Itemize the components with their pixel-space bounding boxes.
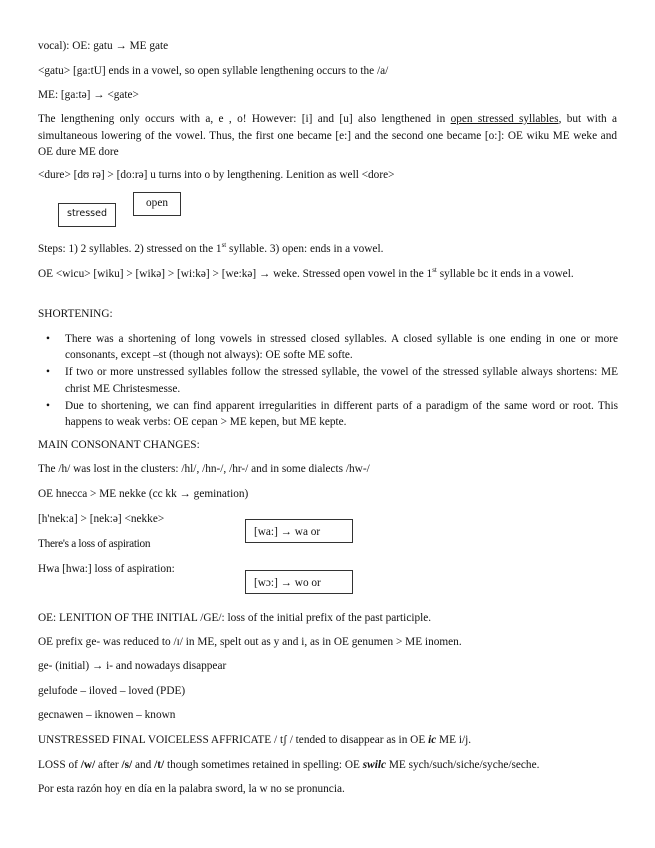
text-line: OE prefix ge- was reduced to /ɪ/ in ME, spelt out as y and i, as in OE genumen > ME inomen. [38,636,462,648]
text-span: UNSTRESSED FINAL VOICELESS AFFRICATE / tʃ / tended to disappear as in OE [38,734,429,746]
emphasis: /t/ [154,759,165,771]
text-span: syllable bc it ends in a vowel. [436,268,574,280]
text-line: gecnawen – iknowen – known [38,709,176,721]
emphasis: swilc [362,759,387,771]
list-item [46,364,618,396]
bullet-icon: • [46,333,50,345]
text-line: <dure> [dʊ rə] > [do:rə] u turns into o by lengthening. Lenition as well <dore> [38,169,395,181]
text-span: ME i/j. [436,734,472,746]
list-item-text: There was a shortening of long vowels in stressed closed syllables. A closed syllable is one ending in one or more consonants, except –st (though not always): OE softe ME softe. [65,333,618,362]
wa-box: [wa:] → wa or [245,519,353,543]
steps-line [38,242,618,257]
lengthening-paragraph [38,111,617,161]
text-line: The /h/ was lost in the clusters: /hl/, /hn-/, /hr-/ and in some dialects /hw-/ [38,463,370,475]
underlined-term: open stressed syllables [450,113,559,125]
text-line: Hwa [hwa:] loss of aspiration: [38,563,175,575]
text-span: syllable. 3) open: ends in a vowel. [226,243,384,255]
text-line: ge- (initial) → i- and nowadays disappear [38,660,227,672]
section-heading: MAIN CONSONANT CHANGES: [38,439,200,451]
superscript: st [221,241,227,250]
text-span: ME sych/such/siche/syche/seche. [386,759,540,771]
text-line: [h'nek:a] > [nek:ə] <nekke> [38,513,165,525]
text-span: The lengthening only occurs with a, e , o! However: [i] and [u] also lengthened in [38,113,451,125]
text-span: though sometimes retained in spelling: OE [164,759,363,771]
superscript: st [432,266,437,275]
text-span: after [95,759,122,771]
text-line: vocal): OE: gatu → ME gate [38,40,169,52]
emphasis: /w/ [80,759,96,771]
stressed-box: stressed [58,203,116,227]
emphasis: ic [428,734,437,746]
text-line: ME: [ga:tə] → <gate> [38,89,139,101]
text-line: gelufode – iloved – loved (PDE) [38,685,186,697]
emphasis: /s/ [121,759,133,771]
list-item-text: Due to shortening, we can find apparent irregularities in different parts of a paradigm of the same word or root. This happens to weak verbs: OE cepan > ME kepen, but ME kepte. [65,399,618,429]
shortening-list [46,331,618,431]
text-line [38,733,618,748]
text-line [38,758,618,773]
text-line: There's a loss of aspiration [38,538,151,550]
text-line: Por esta razón hoy en día en la palabra sword, la w no se pronuncia. [38,783,345,795]
text-line: OE hnecca > ME nekke (cc kk → gemination) [38,488,249,500]
bullet-icon: • [46,366,50,379]
text-span: and [132,759,155,771]
text-span: , but with a simultaneous lowering of the vowel. Thus, the first one became [e:] and the second one became [o:]: OE wiku ME weke and OE dure ME dore [38,113,617,158]
open-box: open [133,192,181,216]
list-item [46,398,618,430]
text-span: LOSS of [38,759,81,771]
list-item-text: If two or more unstressed syllables follow the stressed syllable, the vowel of the stressed syllable always shortens: ME christ ME Christesmesse. [65,366,618,395]
text-span: OE <wicu> [wiku] > [wikə] > [wi:kə] > [we:kə] → weke. Stressed open vowel in the 1 [38,268,433,280]
bullet-icon: • [46,399,50,412]
wo-box: [wɔ:] → wo or [245,570,353,594]
text-line: OE: LENITION OF THE INITIAL /GE/: loss of the initial prefix of the past participle. [38,612,432,624]
text-span: Steps: 1) 2 syllables. 2) stressed on the 1 [38,243,222,255]
list-item [46,331,618,363]
text-line: <gatu> [ga:tU] ends in a vowel, so open syllable lengthening occurs to the /a/ [38,65,389,77]
wicu-paragraph [38,266,617,283]
section-heading: SHORTENING: [38,308,113,320]
